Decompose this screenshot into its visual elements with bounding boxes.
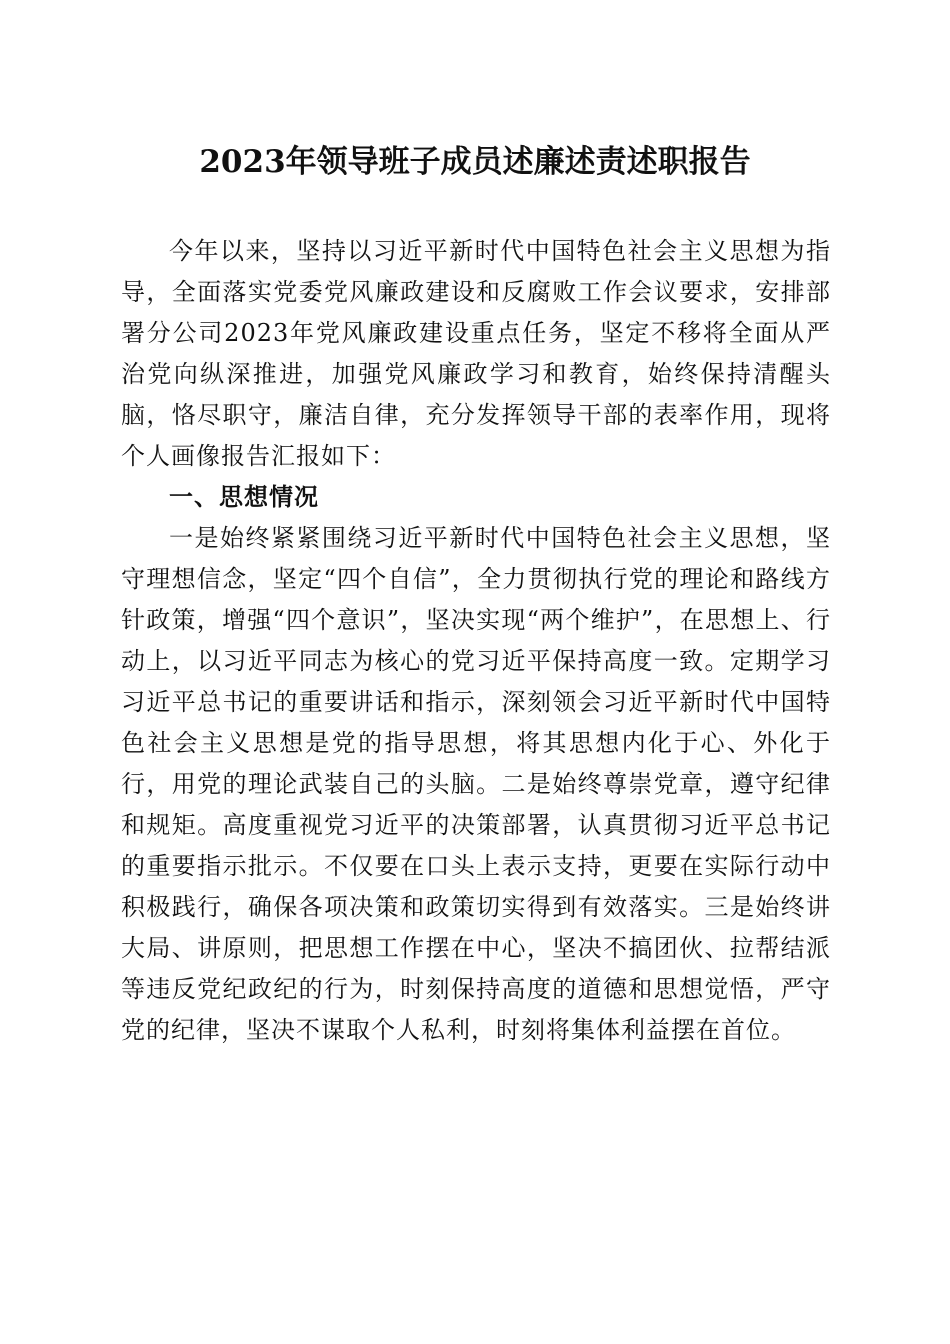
section-heading-thought: 一、思想情况: [169, 483, 319, 511]
document-body: [121, 231, 831, 1051]
page-title: 2023年领导班子成员述廉述责述职报告: [199, 144, 751, 180]
section-paragraph-thought: 一是始终紧紧围绕习近平新时代中国特色社会主义思想，坚守理想信念，坚定“四个自信”，全力贯彻执行党的理论和路线方针政策，增强“四个意识”，坚决实现“两个维护”，在思想上、行动上，以习近平同志为核心的党习近平保持高度一致。定期学习习近平总书记的重要讲话和指示，深刻领会习近平新时代中国特色社会主义思想是党的指导思想，将其思想内化于心、外化于行，用党的理论武装自己的头脑。二是始终尊崇党章，遵守纪律和规矩。高度重视党习近平的决策部署，认真贯彻习近平总书记的重要指示批示。不仅要在口头上表示支持，更要在实际行动中积极践行，确保各项决策和政策切实得到有效落实。三是始终讲大局、讲原则，把思想工作摆在中心，坚决不搞团伙、拉帮结派等违反党纪政纪的行为，时刻保持高度的道德和思想觉悟，严守党的纪律，坚决不谋取个人私利，时刻将集体利益摆在首位。: [121, 524, 831, 1044]
intro-paragraph: 今年以来，坚持以习近平新时代中国特色社会主义思想为指导，全面落实党委党风廉政建设和反腐败工作会议要求，安排部署分公司2023年党风廉政建设重点任务，坚定不移将全面从严治党向纵深推进，加强党风廉政学习和教育，始终保持清醒头脑，恪尽职守，廉洁自律，充分发挥领导干部的表率作用，现将个人画像报告汇报如下：: [121, 237, 831, 470]
